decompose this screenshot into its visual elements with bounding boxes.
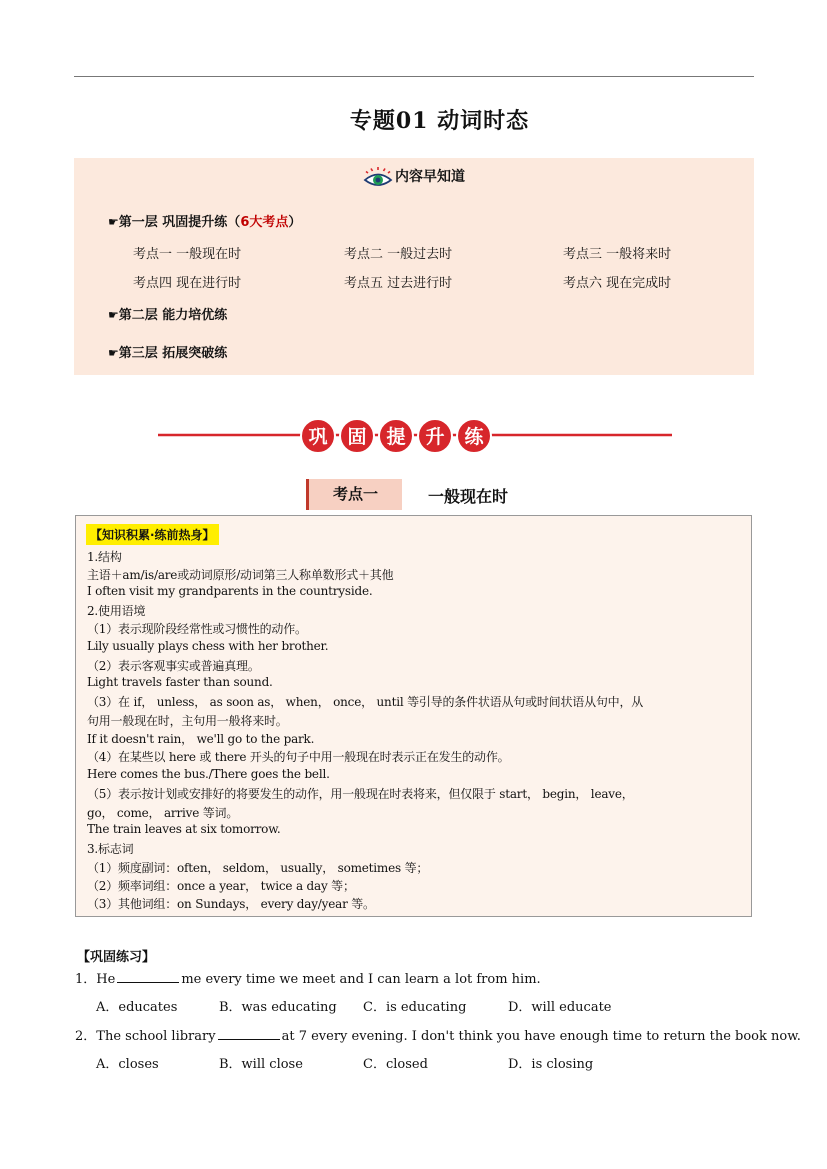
option-c[interactable]: C．is educating <box>363 1000 467 1015</box>
knowledge-line: （2）表示客观事实或普遍真理。 <box>87 659 260 673</box>
knowledge-line: （5）表示按计划或安排好的将要发生的动作，用一般现在时表将来，但仅限于 start， begin， leave， <box>87 787 634 801</box>
level-1-note-close: ） <box>288 215 302 230</box>
banner-char-3: 提 <box>386 426 406 448</box>
knowledge-line: 1.结构 <box>87 550 122 564</box>
level-3 <box>108 342 227 361</box>
banner-char-5: 练 <box>464 426 484 448</box>
level-1-label: 第一层 巩固提升练 <box>118 215 228 230</box>
question-number: 1． <box>75 972 97 987</box>
section-badge: 考点一 <box>306 479 402 510</box>
knowledge-line: （4）在某些以 here 或 there 开头的句子中用一般现在时表示正在发生的动作。 <box>87 750 510 764</box>
question-1 <box>75 968 541 987</box>
knowledge-tag: 【知识积累·练前热身】 <box>86 524 219 545</box>
knowledge-line: The train leaves at six tomorrow. <box>87 822 281 836</box>
exercise-heading: 【巩固练习】 <box>77 950 156 965</box>
knowledge-line: 2.使用语境 <box>87 604 146 618</box>
level-3-label: 第三层 拓展突破练 <box>118 346 228 361</box>
top-rule <box>74 76 754 77</box>
level-2-label: 第二层 能力培优练 <box>118 308 228 323</box>
knowledge-box <box>75 515 752 917</box>
question-text: at 7 every evening. I don't think you have enough time to return the book now. <box>281 1029 801 1044</box>
point-2: 考点二 一般过去时 <box>344 247 453 262</box>
option-a[interactable]: A．educates <box>96 1000 178 1015</box>
section-title: 一般现在时 <box>428 487 509 506</box>
overview-heading-text: 内容早知道 <box>395 169 465 185</box>
level-1-note: 6大考点 <box>240 215 289 230</box>
banner-char-1: 巩 <box>308 426 328 448</box>
option-b[interactable]: B．was educating <box>219 1000 337 1015</box>
level-1-note-open: （ <box>227 215 241 230</box>
level-2 <box>108 304 227 323</box>
banner-char-4: 升 <box>425 426 445 448</box>
section-banner <box>158 416 672 456</box>
knowledge-line: （2）频率词组：once a year， twice a day 等； <box>87 879 355 893</box>
knowledge-line: Light travels faster than sound. <box>87 675 273 689</box>
eye-icon <box>363 166 393 188</box>
point-4: 考点四 现在进行时 <box>133 276 242 291</box>
option-a[interactable]: A．closes <box>96 1057 159 1072</box>
question-2 <box>75 1025 801 1044</box>
level-1 <box>108 211 301 230</box>
page-title: 专题01 动词时态 <box>349 108 530 134</box>
knowledge-line: If it doesn't rain， we'll go to the park. <box>87 732 315 746</box>
knowledge-line: （3）其他词组：on Sundays， every day/year 等。 <box>87 897 375 911</box>
point-5: 考点五 过去进行时 <box>344 276 453 291</box>
question-text: me every time we meet and I can learn a lot from him. <box>181 972 541 987</box>
banner-char-2: 固 <box>347 426 367 448</box>
point-6: 考点六 现在完成时 <box>563 276 672 291</box>
pointing-hand-icon: ☛ <box>108 215 119 229</box>
question-number: 2． <box>75 1029 97 1044</box>
knowledge-line: 句用一般现在时，主句用一般将来时。 <box>87 714 288 728</box>
option-d[interactable]: D．will educate <box>508 1000 612 1015</box>
knowledge-line: I often visit my grandparents in the countryside. <box>87 584 373 598</box>
option-d[interactable]: D．is closing <box>508 1057 594 1072</box>
point-1: 考点一 一般现在时 <box>133 247 242 262</box>
knowledge-line: go， come， arrive 等词。 <box>87 806 239 820</box>
knowledge-line: （1）频度副词：often， seldom， usually， sometimes 等； <box>87 861 429 875</box>
pointing-hand-icon: ☛ <box>108 346 119 360</box>
answer-blank[interactable] <box>117 970 179 983</box>
pointing-hand-icon: ☛ <box>108 308 119 322</box>
option-b[interactable]: B．will close <box>219 1057 303 1072</box>
knowledge-line: 3.标志词 <box>87 842 134 856</box>
knowledge-line: （3）在 if， unless， as soon as， when， once， until 等引导的条件状语从句或时间状语从句中，从 <box>87 695 644 709</box>
knowledge-line: Lily usually plays chess with her brother. <box>87 639 329 653</box>
knowledge-line: Here comes the bus./There goes the bell. <box>87 767 330 781</box>
knowledge-line: （1）表示现阶段经常性或习惯性的动作。 <box>87 622 307 636</box>
question-text: The school library <box>96 1029 216 1044</box>
option-c[interactable]: C．closed <box>363 1057 428 1072</box>
overview-heading <box>74 166 754 188</box>
question-text: He <box>96 972 116 987</box>
answer-blank[interactable] <box>218 1027 280 1040</box>
point-3: 考点三 一般将来时 <box>563 247 672 262</box>
knowledge-line: 主语＋am/is/are或动词原形/动词第三人称单数形式＋其他 <box>87 568 394 582</box>
overview-panel <box>74 158 754 375</box>
